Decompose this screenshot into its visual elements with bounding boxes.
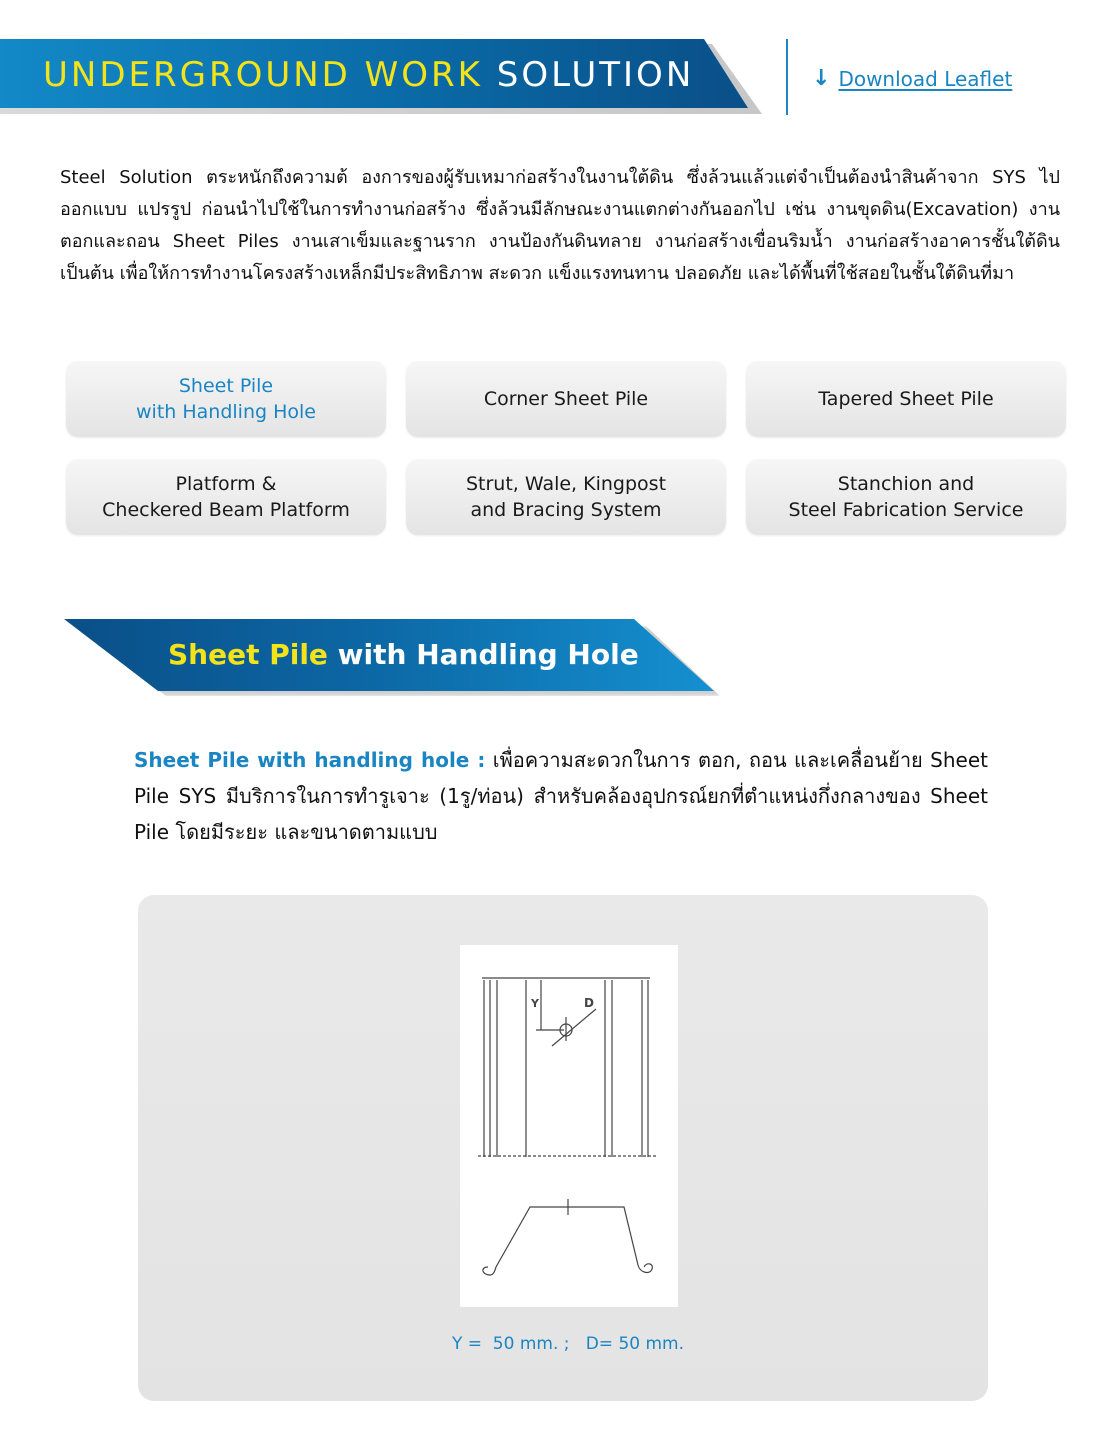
section-title-rest: with Handling Hole [327, 638, 639, 671]
section-title [168, 637, 639, 673]
page-title [43, 55, 694, 95]
product-button-strut-wale-kingpost[interactable]: Strut, Wale, Kingpost and Bracing System [406, 459, 726, 535]
product-button-platform[interactable]: Platform & Checkered Beam Platform [66, 459, 386, 535]
arrow-down-icon: ↓ [812, 66, 831, 91]
technical-drawing [460, 945, 678, 1307]
title-part-underground: UNDERGROUND [43, 55, 351, 95]
label-y: Y [531, 997, 539, 1010]
product-button-corner-sheet-pile[interactable]: Corner Sheet Pile [406, 361, 726, 437]
product-button-sheet-pile-handling-hole[interactable]: Sheet Pile with Handling Hole [66, 361, 386, 437]
label-d: D [584, 996, 594, 1010]
intro-paragraph: Steel Solution ตระหนักถึงความต้ องการของผู้รับเหมาก่อสร้างในงานใต้ดิน ซึ่งล้วนแล้วแต่จำเป็นต้องนำสินค้าจาก SYS ไปออกแบบ แปรรูป ก่อนนำไปใช้ในการทำงานก่อสร้าง ซึ่งล้วนมีลักษณะงานแตกต่างกันออกไป เช่น งานขุดดิน(Excavation) งานตอกและถอน Sheet Piles งานเสาเข็มและฐานราก งานป้องกันดินทลาย งานก่อสร้างเขื่อนริมน้ำ งานก่อสร้างอาคารชั้นใต้ดิน เป็นต้น เพื่อให้การทำงานโครงสร้างเหล็กมีประสิทธิภาพ สะดวก แข็งแรงทนทาน ปลอดภัย และได้พื้นที่ใช้สอยในชั้นใต้ดินที่มา [60, 167, 1060, 284]
figure-caption: Y = 50 mm. ; D= 50 mm. [451, 1334, 685, 1354]
sheet-pile-drawing [460, 945, 678, 1307]
product-button-tapered-sheet-pile[interactable]: Tapered Sheet Pile [746, 361, 1066, 437]
section-title-highlight: Sheet Pile [168, 638, 328, 671]
header-divider [786, 39, 788, 115]
title-part-work: WORK [364, 55, 483, 95]
download-leaflet-label: Download Leaflet [838, 67, 1013, 91]
description-lead: Sheet Pile with handling hole : [134, 748, 486, 772]
title-part-solution: SOLUTION [496, 55, 695, 95]
download-leaflet-link[interactable] [812, 64, 1012, 94]
product-button-stanchion[interactable]: Stanchion and Steel Fabrication Service [746, 459, 1066, 535]
description-text: เพื่อความสะดวกในการ ตอก, ถอน และเคลื่อนย้าย Sheet Pile SYS มีบริการในการทำรูเจาะ (1รู/ท่อน) สำหรับคล้องอุปกรณ์ยกที่ตำแหน่งกึ่งกลางของ Sheet Pile โดยมีระยะ และขนาดตามแบบ [134, 748, 988, 844]
section-description [134, 742, 988, 850]
